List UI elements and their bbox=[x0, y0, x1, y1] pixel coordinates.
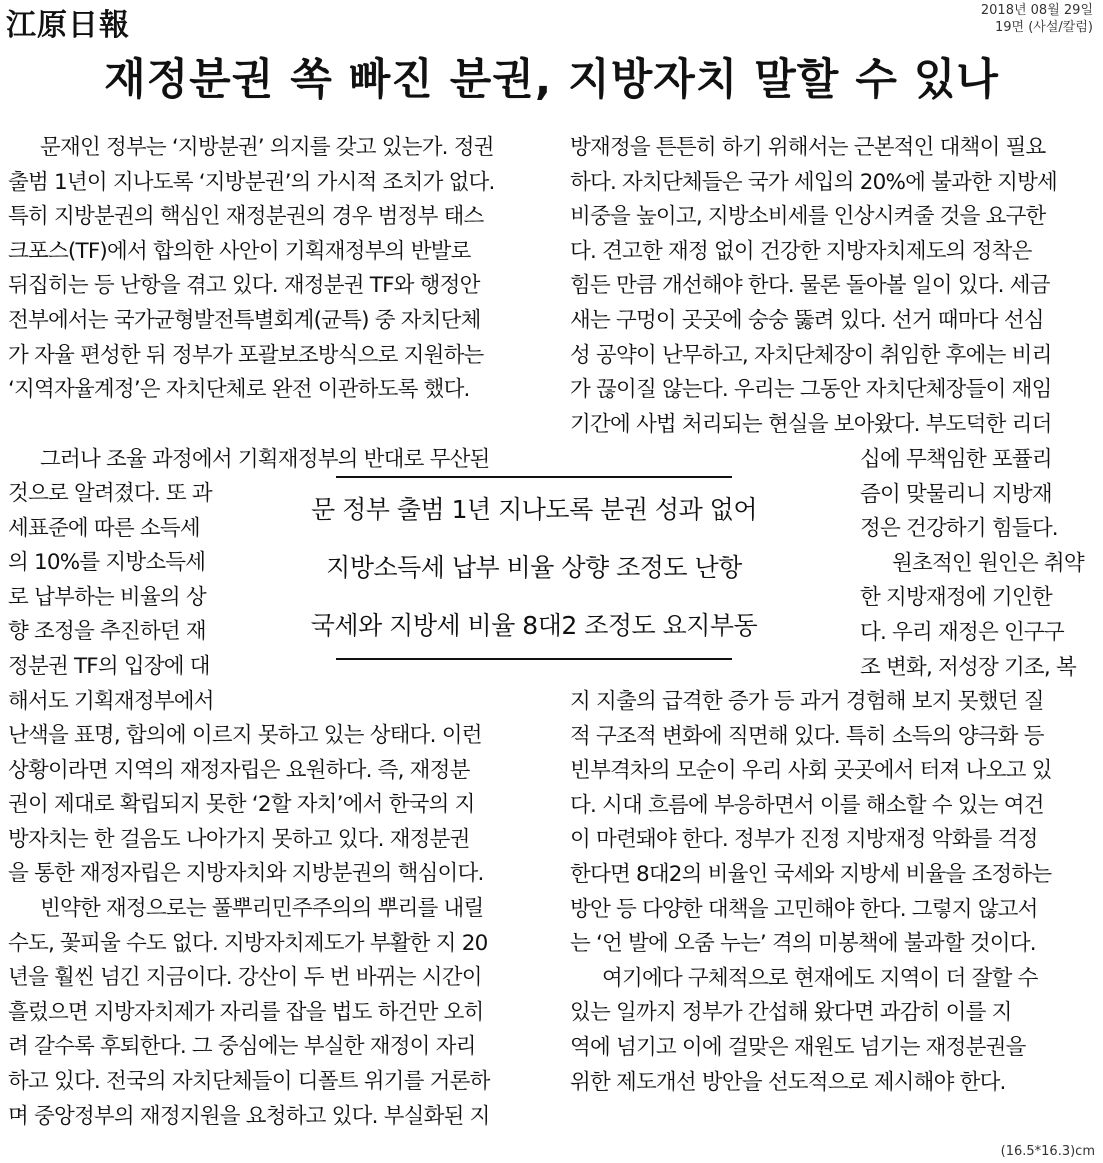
body-line: 흘렀으면 지방자치제가 자리를 잡을 법도 하건만 오히 bbox=[8, 999, 484, 1025]
body-line: 하고 있다. 전국의 자치단체들이 디폴트 위기를 거론하 bbox=[8, 1068, 490, 1094]
article-headline: 재정분권 쏙 빠진 분권, 지방자치 말할 수 있나 bbox=[104, 55, 999, 105]
body-column-right-wrap bbox=[860, 443, 1092, 685]
body-line: 해서도 기획재정부에서 bbox=[8, 688, 214, 714]
body-column-left-top bbox=[8, 131, 530, 408]
body-line: 방안 등 다양한 대책을 고민해야 한다. 그렇지 않고서 bbox=[570, 896, 1038, 922]
body-column-left-mid bbox=[8, 443, 530, 478]
pull-quote-box bbox=[268, 476, 800, 660]
body-line: 십에 무책임한 포퓰리 bbox=[860, 447, 1052, 472]
pull-quote-line: 국세와 지방세 비율 8대2 조정도 요지부동 bbox=[310, 611, 758, 640]
body-line: 힘든 만큼 개선해야 한다. 물론 돌아볼 일이 있다. 세금 bbox=[570, 273, 1050, 299]
body-line: 비중을 높이고, 지방소비세를 인상시켜줄 것을 요구한 bbox=[570, 204, 1046, 230]
body-line: 다. 우리 재정은 인구구 bbox=[860, 619, 1064, 645]
body-line: 하다. 자치단체들은 국가 세입의 20%에 불과한 지방세 bbox=[570, 169, 1058, 195]
body-line: 향 조정을 추진하던 재 bbox=[8, 619, 206, 645]
body-line: 을 통한 재정자립은 지방자치와 지방분권의 핵심이다. bbox=[8, 861, 484, 887]
body-line: 년을 훨씬 넘긴 지금이다. 강산이 두 번 바뀌는 시간이 bbox=[8, 965, 482, 991]
body-column-right-bottom bbox=[570, 685, 1092, 1100]
body-line: 한다면 8대2의 비율인 국세와 지방세 비율을 조정하는 bbox=[570, 861, 1052, 887]
pull-quote-line: 문 정부 출범 1년 지나도록 분권 성과 없어 bbox=[311, 495, 757, 524]
body-line: 뒤집히는 등 난항을 겪고 있다. 재정분권 TF와 행정안 bbox=[8, 273, 480, 299]
body-line: 전부에서는 국가균형발전특별회계(균특) 중 자치단체 bbox=[8, 307, 481, 333]
page-section: 19면 (사설/칼럼) bbox=[995, 20, 1093, 35]
body-line: ‘지역자율계정’은 자치단체로 완전 이관하도록 했다. bbox=[8, 377, 470, 403]
publication-date: 2018년 08월 29일 bbox=[980, 3, 1093, 18]
body-line: 한 지방재정에 기인한 bbox=[860, 585, 1052, 611]
body-line: 수도, 꽃피울 수도 없다. 지방자치제도가 부활한 지 20 bbox=[8, 930, 488, 956]
body-line: 여기에다 구체적으로 현재에도 지역이 더 잘할 수 bbox=[602, 965, 1038, 991]
body-line: 원초적인 원인은 취약 bbox=[892, 550, 1084, 576]
body-line: 빈약한 재정으로는 풀뿌리민주주의의 뿌리를 내릴 bbox=[40, 895, 484, 921]
body-line: 성 공약이 난무하고, 자치단체장이 취임한 후에는 비리 bbox=[570, 342, 1052, 368]
body-line: 로 납부하는 비율의 상 bbox=[8, 584, 206, 610]
body-line: 다. 견고한 재정 없이 건강한 지방자치제도의 정착은 bbox=[570, 238, 1032, 264]
body-line: 방자치는 한 걸음도 나아가지 못하고 있다. 재정분권 bbox=[8, 826, 470, 852]
newspaper-masthead: 江原日報 bbox=[6, 8, 130, 43]
body-line: 권이 제대로 확립되지 못한 ‘2할 자치’에서 한국의 지 bbox=[8, 792, 475, 818]
body-line: 적 구조적 변화에 직면해 있다. 특히 소득의 양극화 등 bbox=[570, 723, 1044, 749]
body-line: 지 지출의 급격한 증가 등 과거 경험해 보지 못했던 질 bbox=[570, 689, 1044, 714]
body-line: 정은 건강하기 힘들다. bbox=[860, 516, 1058, 542]
body-line: 그러나 조율 과정에서 기획재정부의 반대로 무산된 bbox=[40, 447, 490, 472]
body-line: 새는 구멍이 곳곳에 숭숭 뚫려 있다. 선거 때마다 선심 bbox=[570, 307, 1044, 333]
body-line: 정분권 TF의 입장에 대 bbox=[8, 653, 210, 679]
body-line: 것으로 알려졌다. 또 과 bbox=[8, 481, 212, 506]
body-line: 있는 일까지 정부가 간섭해 왔다면 과감히 이를 지 bbox=[570, 1000, 1012, 1026]
body-column-right-top bbox=[570, 131, 1092, 442]
body-line: 의 10%를 지방소득세 bbox=[8, 550, 206, 576]
pull-quote-bottom-rule bbox=[336, 658, 732, 660]
body-line: 출범 1년이 지나도록 ‘지방분권’의 가시적 조치가 없다. bbox=[8, 169, 495, 195]
body-line: 난색을 표명, 합의에 이르지 못하고 있는 상태다. 이런 bbox=[8, 723, 482, 748]
body-line: 세표준에 따른 소득세 bbox=[8, 515, 200, 541]
body-line: 크포스(TF)에서 합의한 사안이 기획재정부의 반발로 bbox=[8, 238, 471, 264]
body-line: 즘이 맞물리니 지방재 bbox=[860, 481, 1052, 507]
publication-meta bbox=[981, 2, 1093, 36]
body-line: 빈부격차의 모순이 우리 사회 곳곳에서 터져 나오고 있 bbox=[570, 758, 1052, 784]
body-column-left-bottom bbox=[8, 719, 530, 1134]
body-line: 방재정을 튼튼히 하기 위해서는 근본적인 대책이 필요 bbox=[570, 135, 1046, 160]
body-line: 는 ‘언 발에 오줌 누는’ 격의 미봉책에 불과할 것이다. bbox=[570, 931, 1036, 957]
body-line: 특히 지방분권의 핵심인 재정분권의 경우 범정부 태스 bbox=[8, 204, 484, 230]
body-line: 이 마련돼야 한다. 정부가 진정 지방재정 악화를 걱정 bbox=[570, 827, 1038, 853]
body-line: 문재인 정부는 ‘지방분권’ 의지를 갖고 있는가. 정권 bbox=[40, 135, 494, 160]
body-line: 가 끊이질 않는다. 우리는 그동안 자치단체장들이 재임 bbox=[570, 377, 1052, 403]
body-line: 역에 넘기고 이에 걸맞은 재원도 넘기는 재정분권을 bbox=[570, 1034, 1026, 1060]
body-line: 며 중앙정부의 재정지원을 요청하고 있다. 부실화된 지 bbox=[8, 1103, 490, 1129]
pull-quote-line: 지방소득세 납부 비율 상향 조정도 난항 bbox=[326, 553, 742, 582]
body-line: 다. 시대 흐름에 부응하면서 이를 해소할 수 있는 여건 bbox=[570, 792, 1044, 818]
body-line: 위한 제도개선 방안을 선도적으로 제시해야 한다. bbox=[570, 1069, 1006, 1095]
article-size-note: (16.5*16.3)cm bbox=[1000, 1144, 1095, 1159]
body-column-left-wrap bbox=[8, 477, 240, 719]
body-line: 조 변화, 저성장 기조, 복 bbox=[860, 654, 1076, 680]
body-line: 려 갈수록 후퇴한다. 그 중심에는 부실한 재정이 자리 bbox=[8, 1034, 476, 1060]
body-line: 가 자율 편성한 뒤 정부가 포괄보조방식으로 지원하는 bbox=[8, 342, 484, 368]
body-line: 상황이라면 지역의 재정자립은 요원하다. 즉, 재정분 bbox=[8, 757, 470, 783]
body-line: 기간에 사법 처리되는 현실을 보아왔다. 부도덕한 리더 bbox=[570, 411, 1052, 437]
